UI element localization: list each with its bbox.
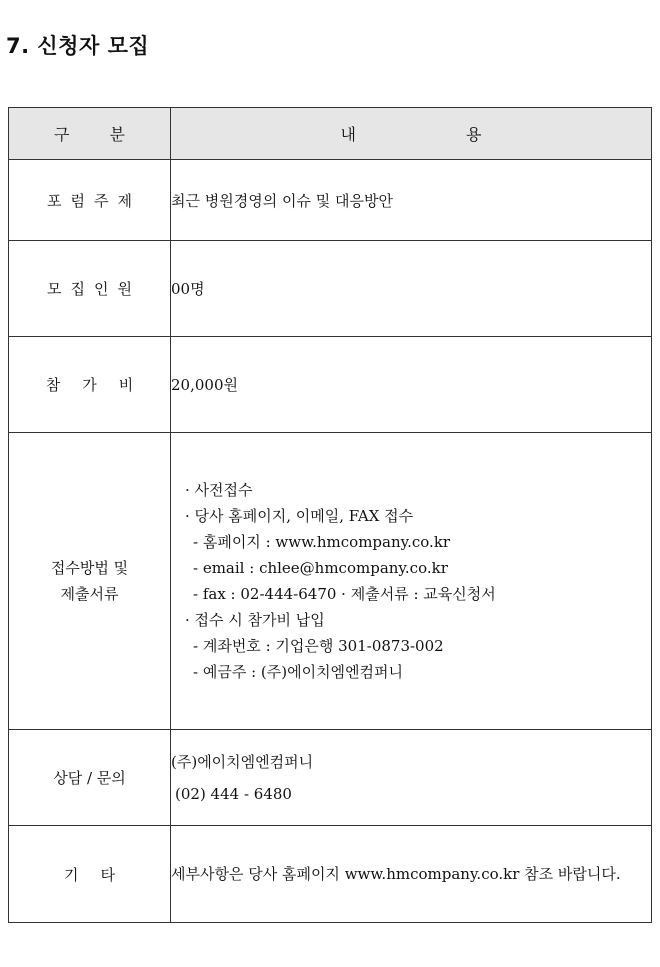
capacity-value: 00명	[171, 241, 652, 337]
capacity-label: 모집인원	[9, 241, 171, 337]
etc-label: 기타	[9, 826, 171, 923]
method-line: - email : chlee@hmcompany.co.kr	[193, 559, 448, 577]
table-row	[9, 730, 652, 826]
method-line: · 사전접수	[185, 481, 253, 499]
section-title: 7. 신청자 모집	[6, 34, 150, 58]
contact-company: (주)에이치엠엔컴퍼니	[171, 752, 314, 771]
table-row	[9, 433, 652, 730]
method-details	[171, 433, 652, 730]
header-category: 구분	[9, 108, 171, 160]
method-line: - 계좌번호 : 기업은행 301-0873-002	[193, 637, 444, 655]
table-row	[9, 160, 652, 241]
table-row	[9, 241, 652, 337]
fee-label: 참가비	[9, 337, 171, 433]
method-line: · 접수 시 참가비 납입	[185, 611, 325, 629]
table-row	[9, 337, 652, 433]
contact-label: 상담 / 문의	[9, 730, 171, 826]
recruitment-table	[8, 107, 652, 923]
fee-value: 20,000원	[171, 337, 652, 433]
topic-label: 포럼주제	[9, 160, 171, 241]
etc-details	[171, 826, 652, 923]
method-line: - 홈페이지 : www.hmcompany.co.kr	[193, 533, 451, 551]
contact-phone: (02) 444 - 6480	[175, 784, 292, 803]
method-line: · 당사 홈페이지, 이메일, FAX 접수	[185, 507, 414, 525]
table-header-row	[9, 108, 652, 160]
table-row	[9, 826, 652, 923]
method-line: - fax : 02-444-6470 · 제출서류 : 교육신청서	[193, 585, 496, 603]
topic-value: 최근 병원경영의 이슈 및 대응방안	[171, 160, 652, 241]
method-label	[9, 433, 171, 730]
etc-value: 세부사항은 당사 홈페이지 www.hmcompany.co.kr 참조 바랍니다.	[171, 865, 621, 883]
method-line: - 예금주 : (주)에이치엠엔컴퍼니	[193, 663, 404, 681]
method-label-line1: 접수방법 및	[50, 559, 129, 577]
contact-details	[171, 730, 652, 826]
header-content: 내용	[171, 108, 652, 160]
method-label-line2: 제출서류	[60, 585, 119, 603]
